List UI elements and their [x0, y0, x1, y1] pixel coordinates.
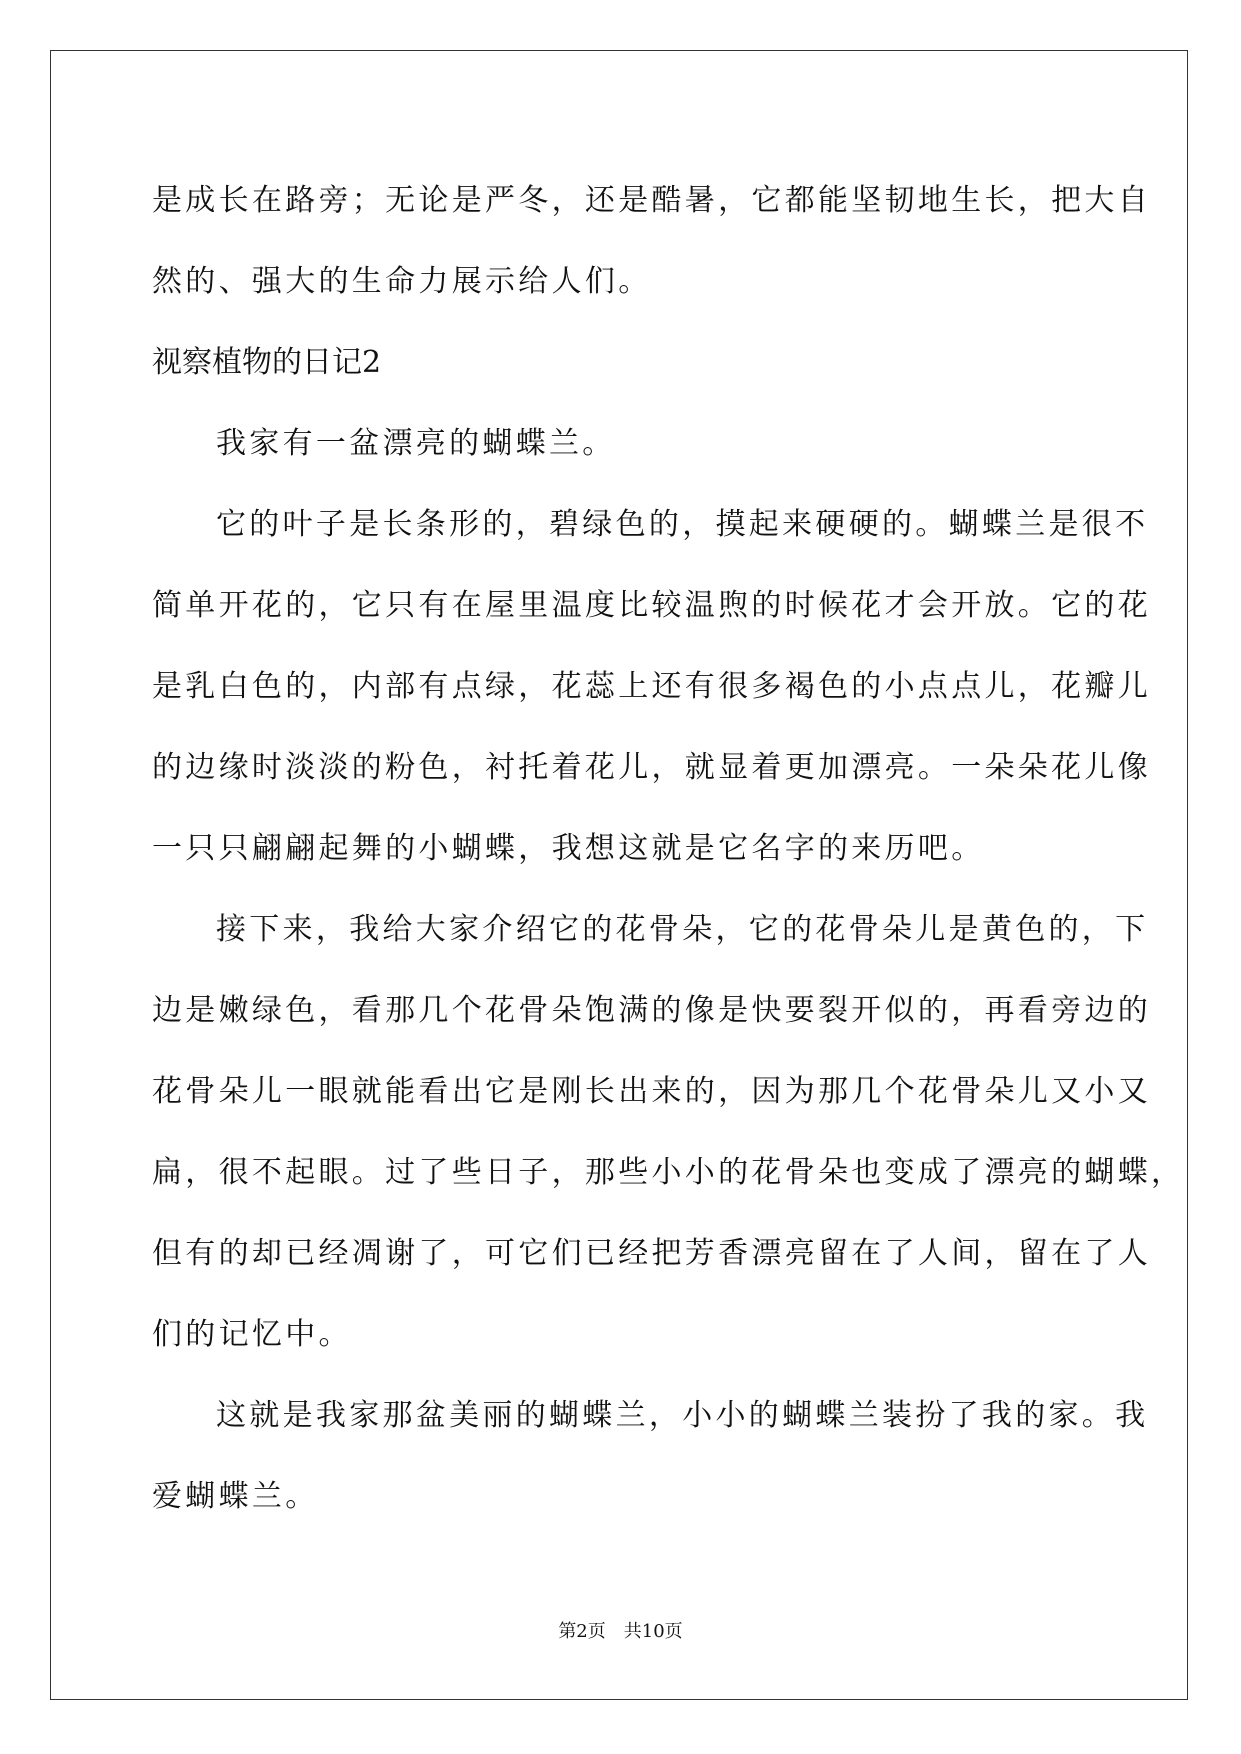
paragraph [152, 484, 1151, 889]
paragraph [152, 889, 1185, 1375]
page-footer [0, 1620, 1241, 1644]
text-line: 爱蝴蝶兰。 [152, 1479, 319, 1514]
page-total: 共10页 [623, 1621, 683, 1642]
text-line: 然的、强大的生命力展示给人们。 [152, 264, 652, 299]
text-line: 一只只翩翩起舞的小蝴蝶，我想这就是它名字的来历吧。 [152, 831, 985, 866]
text-line: 视察植物的日记2 [152, 345, 382, 380]
section-heading [152, 322, 1132, 403]
text-line: 边是嫩绿色，看那几个花骨朵饱满的像是快要裂开似的，再看旁边的 [152, 993, 1151, 1028]
text-line: 的边缘时淡淡的粉色，衬托着花儿，就显着更加漂亮。一朵朵花儿像 [152, 750, 1151, 785]
paragraph [152, 403, 1132, 484]
page-number: 第2页 [558, 1621, 606, 1642]
text-line: 但有的却已经凋谢了，可它们已经把芳香漂亮留在了人间，留在了人 [152, 1236, 1151, 1271]
paragraph [152, 160, 1151, 322]
text-line: 简单开花的，它只有在屋里温度比较温煦的时候花才会开放。它的花 [152, 588, 1151, 623]
document-body [152, 160, 1185, 1537]
text-line: 接下来，我给大家介绍它的花骨朵，它的花骨朵儿是黄色的，下 [216, 912, 1149, 947]
text-line: 这就是我家那盆美丽的蝴蝶兰，小小的蝴蝶兰装扮了我的家。我 [216, 1398, 1149, 1433]
text-line: 我家有一盆漂亮的蝴蝶兰。 [216, 426, 616, 461]
text-line: 们的记忆中。 [152, 1317, 352, 1352]
text-line: 花骨朵儿一眼就能看出它是刚长出来的，因为那几个花骨朵儿又小又 [152, 1074, 1151, 1109]
text-line: 它的叶子是长条形的，碧绿色的，摸起来硬硬的。蝴蝶兰是很不 [216, 507, 1149, 542]
text-line: 是乳白色的，内部有点绿，花蕊上还有很多褐色的小点点儿，花瓣儿 [152, 669, 1151, 704]
text-line: 是成长在路旁；无论是严冬，还是酷暑，它都能坚韧地生长，把大自 [152, 183, 1151, 218]
text-line: 扁，很不起眼。过了些日子，那些小小的花骨朵也变成了漂亮的蝴蝶， [152, 1155, 1185, 1190]
paragraph [152, 1375, 1149, 1537]
